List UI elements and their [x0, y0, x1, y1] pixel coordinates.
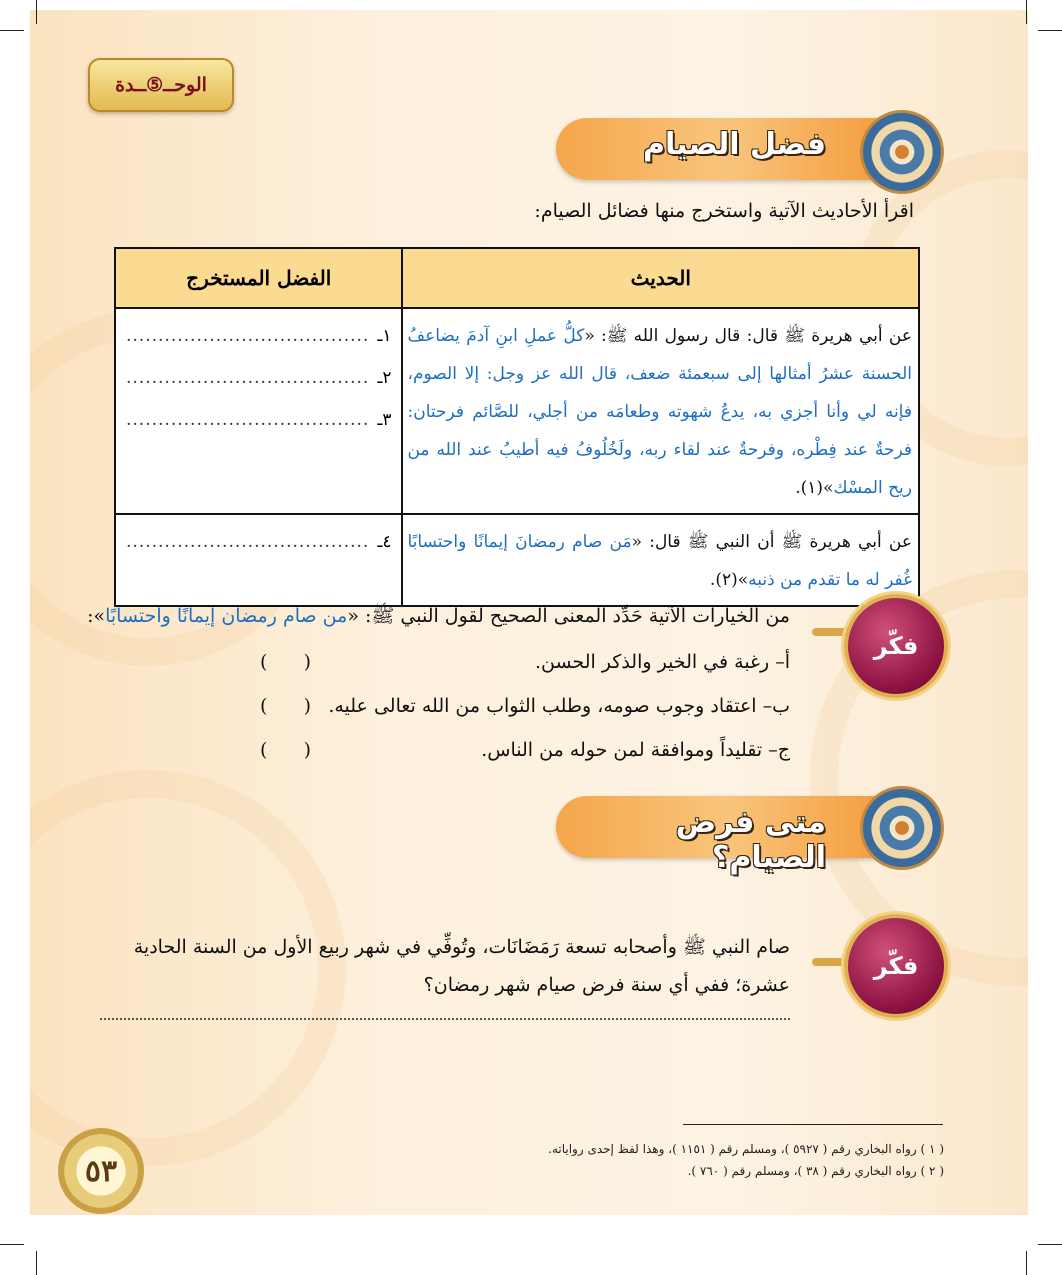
think-badge: فكّر: [844, 914, 948, 1018]
rosette-icon: [860, 110, 944, 194]
prompt-quote: من صام رمضان إيمانًا واحتسابًا: [105, 605, 348, 627]
hadith-close: »(٢).: [709, 570, 749, 590]
option-a[interactable]: [260, 640, 790, 684]
answer-line[interactable]: [126, 315, 391, 357]
hadith-quote: مَن صام رمضانَ إيمانًا واحتسابًا غُفر له ما تقدم من ذنبه: [407, 532, 912, 590]
answer-number: ٢ـ: [377, 368, 392, 388]
answer-line[interactable]: [100, 1018, 790, 1020]
crop-mark: [1026, 0, 1027, 24]
instruction-text: اقرأ الأحاديث الآتية واستخرج منها فضائل الصيام:: [534, 200, 914, 222]
crop-mark: [0, 1244, 24, 1245]
option-b[interactable]: [260, 684, 790, 728]
footnote-rule: [683, 1124, 943, 1125]
header-hadith: الحديث: [402, 248, 919, 308]
table-row: [115, 514, 919, 606]
answer-blank: ......................................: [126, 532, 370, 552]
section-banner: [556, 118, 896, 180]
hadith-quote: كلُّ عملِ ابنِ آدمَ يضاعفُ الحسنة عشرُ أمثالها إلى سبعمئة ضعف، قال الله عز وجل: إلا الصوم، فإنه لي وأنا أجزي به، يدعُ شهوته وطعامَه من أجلي، للصَّائم فرحتان: فرحةٌ عند فِطْره، وفرحةٌ عند لقاء ربه، ولَخُلُوفُ فيه أطيبُ عند الله من ريح المسْك: [407, 326, 912, 498]
footnote-2: ( ٢ ) رواه البخاري رقم ( ٣٨ )، ومسلم رقم ( ٧٦٠ ).: [687, 1164, 944, 1178]
answer-blank: ......................................: [126, 368, 370, 388]
answer-cell: [115, 308, 402, 514]
crop-mark: [1038, 30, 1062, 31]
answer-number: ٤ـ: [377, 532, 392, 552]
answer-parentheses[interactable]: ( ): [260, 651, 312, 673]
hadith-cell: [402, 514, 919, 606]
answer-line[interactable]: [126, 399, 391, 441]
hadith-cell: [402, 308, 919, 514]
answer-line[interactable]: [126, 521, 391, 563]
answer-parentheses[interactable]: ( ): [260, 695, 312, 717]
question-prompt: [87, 604, 790, 640]
option-c[interactable]: [260, 728, 790, 772]
crop-mark: [1026, 1251, 1027, 1275]
crop-mark: [0, 30, 24, 31]
crop-mark: [36, 1251, 37, 1275]
hadith-intro: عن أبي هريرة ﷺ قال: قال رسول الله ﷺ: «: [584, 326, 912, 346]
rosette-icon: [860, 786, 944, 870]
question2-text: صام النبي ﷺ وأصحابه تسعة رَمَضَانَات، وتُوفِّي في شهر ربيع الأول من السنة الحادية عشرة؛ ففي أي سنة فرض صيام شهر رمضان؟: [133, 936, 790, 996]
question-block: [87, 604, 790, 772]
option-text: أ– رغبة في الخير والذكر الحسن.: [534, 651, 790, 673]
option-text: ج– تقليداً وموافقة لمن حوله من الناس.: [481, 739, 790, 761]
option-text: ب– اعتقاد وجوب صومه، وطلب الثواب من الله تعالى عليه.: [328, 695, 790, 717]
hadith-table: [114, 247, 920, 607]
answer-parentheses[interactable]: ( ): [260, 739, 312, 761]
header-virtue: الفضل المستخرج: [115, 248, 402, 308]
answer-line[interactable]: [126, 357, 391, 399]
unit-badge: الوحــ⑤ــدة: [88, 58, 234, 112]
section-banner: [556, 796, 896, 875]
page-number: ٥٣: [58, 1128, 144, 1214]
prompt-intro: من الخيارات الآتية حَدِّد المعنى الصحيح لقول النبي ﷺ: «: [347, 605, 790, 627]
answer-number: ١ـ: [377, 326, 392, 346]
section-title: فضل الصيام: [642, 127, 826, 162]
answer-blank: ......................................: [126, 410, 370, 430]
footnote-1: ( ١ ) رواه البخاري رقم ( ٥٩٢٧ )، ومسلم رقم ( ١١٥١ )، وهذا لفظ إحدى رواياته.: [548, 1142, 944, 1156]
section-title: متى فرض الصيام؟: [675, 805, 826, 875]
prompt-close: »:: [87, 605, 106, 627]
crop-mark: [1038, 1244, 1062, 1245]
table-row: [115, 308, 919, 514]
answer-cell: [115, 514, 402, 606]
think-badge: فكّر: [844, 594, 948, 698]
hadith-intro: عن أبي هريرة ﷺ أن النبي ﷺ قال: «: [631, 532, 912, 552]
crop-mark: [36, 0, 37, 24]
hadith-close: »(١).: [795, 478, 834, 498]
footnotes: [548, 1138, 944, 1182]
answer-blank: ......................................: [126, 326, 370, 346]
answer-number: ٣ـ: [377, 410, 392, 430]
